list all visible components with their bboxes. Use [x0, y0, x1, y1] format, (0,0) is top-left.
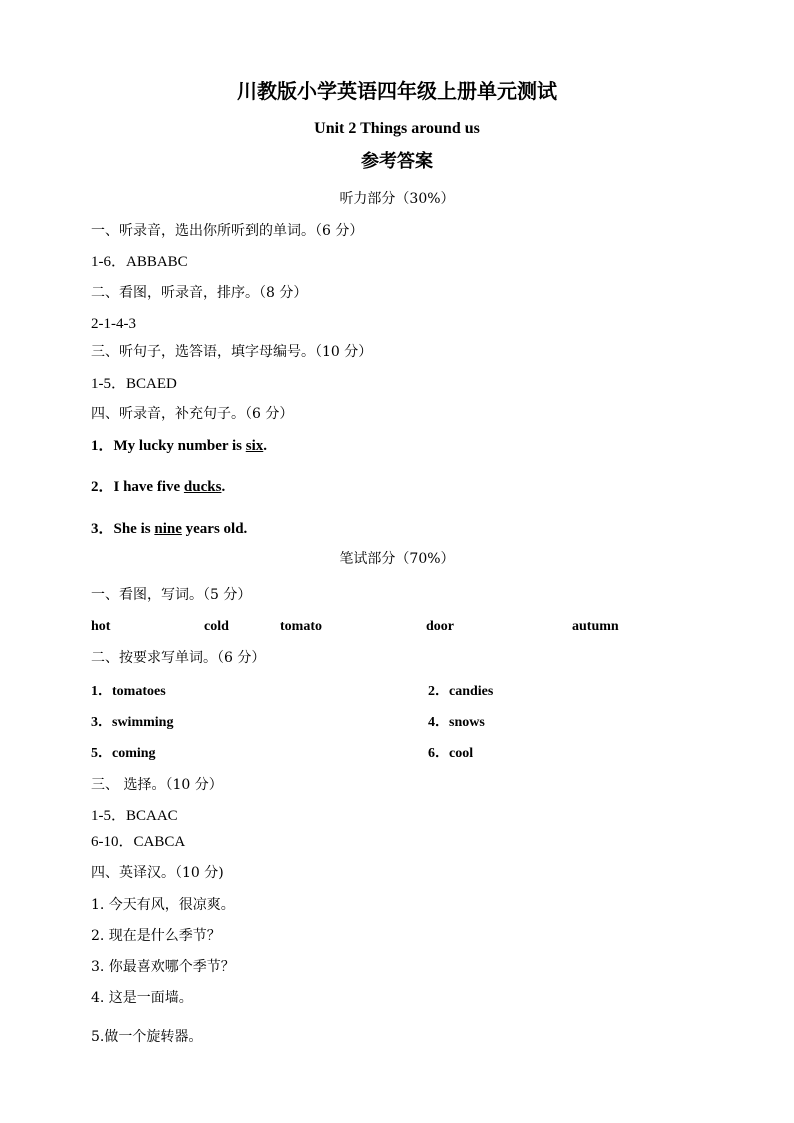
- writing-q1-word: door: [426, 619, 454, 634]
- sentence-text: .: [221, 479, 226, 495]
- sentence-text: 3．She is: [91, 521, 155, 537]
- writing-q2-item: 5．coming: [91, 746, 156, 761]
- listening-q1-answer: 1-6．ABBABC: [91, 254, 188, 270]
- writing-q1-word: cold: [204, 619, 229, 634]
- writing-q4-item: 2. 现在是什么季节？: [91, 928, 221, 944]
- writing-q3-title: 三、 选择。（10 分）: [91, 777, 223, 793]
- sentence-text: 2．I have five: [91, 479, 184, 495]
- writing-q2-item: 4．snows: [428, 715, 485, 730]
- writing-q1-word: hot: [91, 619, 111, 634]
- writing-q4-item: 3. 你最喜欢哪个季节？: [91, 959, 235, 975]
- listening-q2-answer: 2-1-4-3: [91, 316, 136, 332]
- listening-q1-title: 一、听录音，选出你所听到的单词。（6 分）: [91, 223, 364, 239]
- listening-q2-title: 二、看图，听录音，排序。（8 分）: [91, 285, 308, 301]
- listening-q4-item: [91, 478, 225, 496]
- answer-blank: ducks: [183, 479, 222, 495]
- writing-q2-item: 6．cool: [428, 746, 474, 761]
- listening-q3-title: 三、听句子，选答语，填字母编号。（10 分）: [91, 344, 373, 360]
- listening-q4-item: [91, 437, 267, 455]
- writing-q2-item: 2．candies: [428, 684, 494, 699]
- writing-q2-title: 二、按要求写单词。（6 分）: [91, 650, 266, 666]
- unit-subtitle: Unit 2 Things around us: [314, 120, 480, 137]
- listening-q3-answer: 1-5．BCAED: [91, 376, 177, 392]
- writing-q2-item: 1．tomatoes: [91, 684, 166, 699]
- listening-q4-item: [91, 520, 247, 538]
- writing-heading: 笔试部分（70%）: [339, 551, 455, 567]
- listening-q4-title: 四、听录音，补充句子。（6 分）: [91, 406, 294, 422]
- sentence-text: years old.: [181, 521, 248, 537]
- sentence-text: .: [263, 438, 268, 454]
- answer-blank: nine: [154, 521, 182, 537]
- writing-q4-item: 5.做一个旋转器。: [91, 1029, 203, 1045]
- writing-q1-title: 一、看图，写词。（5 分）: [91, 587, 252, 603]
- listening-heading: 听力部分（30%）: [339, 191, 455, 207]
- document-title: 川教版小学英语四年级上册单元测试: [237, 79, 557, 103]
- answer-key-heading: 参考答案: [361, 151, 433, 172]
- writing-q3-answer: 1-5．BCAAC: [91, 808, 178, 824]
- writing-q1-word: tomato: [280, 619, 322, 634]
- answer-blank: six: [245, 438, 264, 454]
- writing-q4-item: 1. 今天有风，很凉爽。: [91, 897, 235, 913]
- writing-q4-title: 四、英译汉。（10 分): [91, 865, 224, 881]
- sentence-text: 1．My lucky number is: [91, 438, 246, 454]
- writing-q3-answer: 6-10．CABCA: [91, 834, 186, 850]
- writing-q4-item: 4. 这是一面墙。: [91, 990, 193, 1006]
- writing-q2-item: 3．swimming: [91, 715, 174, 730]
- writing-q1-word: autumn: [572, 619, 619, 634]
